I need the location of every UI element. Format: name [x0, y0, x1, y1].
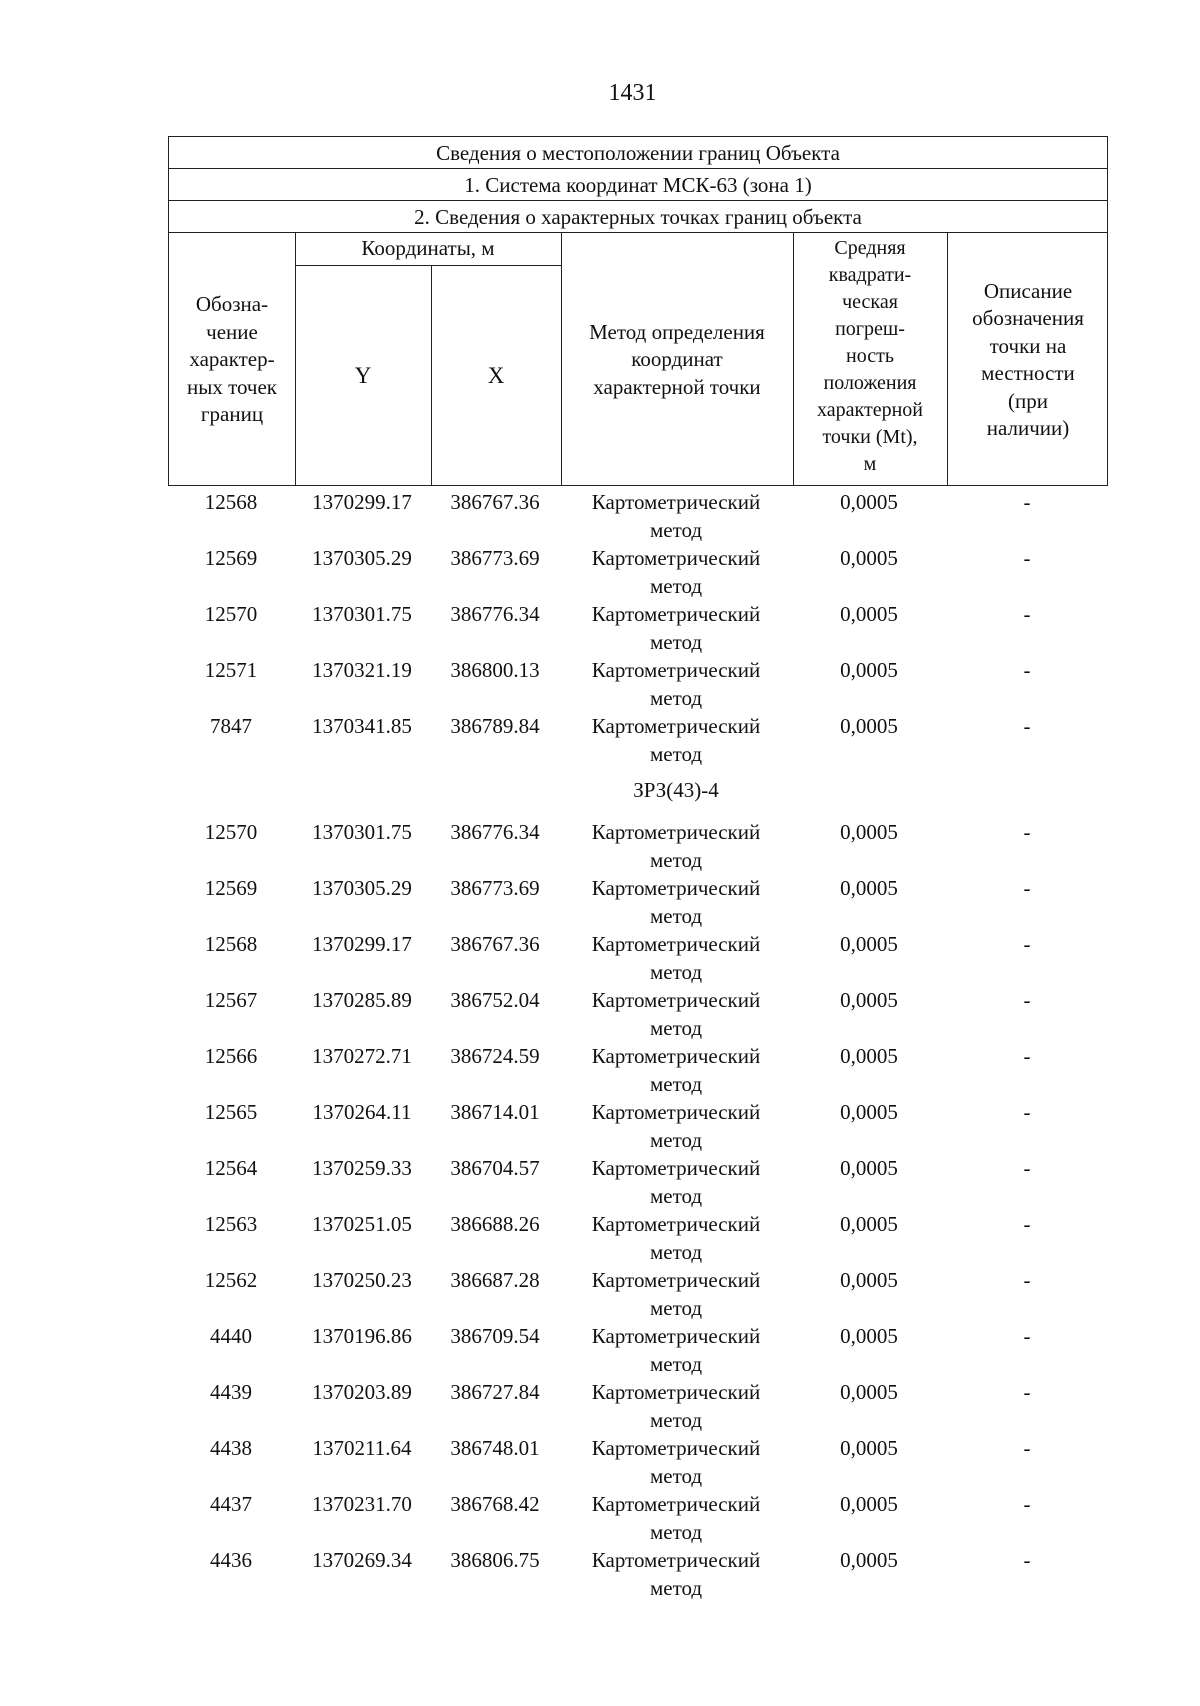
description: -: [1023, 1156, 1031, 1180]
error-value: 0,0005: [840, 1380, 898, 1404]
point-number: 4439: [210, 1380, 252, 1404]
table-row: [168, 488, 1108, 544]
description: -: [1023, 1436, 1031, 1460]
point-number: 7847: [210, 714, 252, 738]
error-value: 0,0005: [840, 1044, 898, 1068]
coord-y: 1370285.89: [312, 988, 412, 1012]
coord-x: 386768.42: [450, 1492, 540, 1516]
coord-y: 1370196.86: [312, 1324, 412, 1348]
coord-x: 386709.54: [450, 1324, 540, 1348]
method: Картометрический метод: [591, 932, 761, 984]
error-value: 0,0005: [840, 490, 898, 514]
point-number: 12564: [204, 1156, 258, 1180]
error-value: 0,0005: [840, 1492, 898, 1516]
description: -: [1023, 658, 1031, 682]
point-number: 4438: [210, 1436, 252, 1460]
table-row: [168, 1546, 1108, 1602]
coord-y: 1370301.75: [312, 602, 412, 626]
method: Картометрический метод: [591, 1268, 761, 1320]
description: -: [1023, 714, 1031, 738]
error-value: 0,0005: [840, 876, 898, 900]
coord-x: 386752.04: [450, 988, 540, 1012]
method: Картометрический метод: [591, 1212, 761, 1264]
error-value: 0,0005: [840, 1436, 898, 1460]
section-label: ЗРЗ(43)-4: [633, 778, 719, 802]
method: Картометрический метод: [591, 658, 761, 710]
coord-x: 386688.26: [450, 1212, 540, 1236]
error-value: 0,0005: [840, 1100, 898, 1124]
description: -: [1023, 1212, 1031, 1236]
coord-x: 386767.36: [450, 932, 540, 956]
description: -: [1023, 1380, 1031, 1404]
description: -: [1023, 820, 1031, 844]
table-row: [168, 1266, 1108, 1322]
error-value: 0,0005: [840, 1548, 898, 1572]
table-title: Сведения о местоположении границ Объекта: [169, 137, 1107, 169]
coord-x: 386800.13: [450, 658, 540, 682]
coord-x: 386727.84: [450, 1380, 540, 1404]
error-value: 0,0005: [840, 820, 898, 844]
error-value: 0,0005: [840, 658, 898, 682]
table-row: [168, 656, 1108, 712]
method: Картометрический метод: [591, 546, 761, 598]
method: Картометрический метод: [591, 490, 761, 542]
coord-x: 386687.28: [450, 1268, 540, 1292]
coord-y: 1370305.29: [312, 546, 412, 570]
error-value: 0,0005: [840, 714, 898, 738]
coord-x: 386773.69: [450, 876, 540, 900]
table-row: [168, 1154, 1108, 1210]
coord-x: 386704.57: [450, 1156, 540, 1180]
method: Картометрический метод: [591, 1324, 761, 1376]
error-value: 0,0005: [840, 988, 898, 1012]
point-number: 12566: [204, 1044, 258, 1068]
method: Картометрический метод: [591, 1044, 761, 1096]
method: Картометрический метод: [591, 988, 761, 1040]
coord-x: 386748.01: [450, 1436, 540, 1460]
coord-x: 386776.34: [450, 602, 540, 626]
coord-x: 386806.75: [450, 1548, 540, 1572]
description: -: [1023, 1492, 1031, 1516]
error-value: 0,0005: [840, 1212, 898, 1236]
error-value: 0,0005: [840, 1156, 898, 1180]
table-row: [168, 1042, 1108, 1098]
description: -: [1023, 1044, 1031, 1068]
coord-y: 1370301.75: [312, 820, 412, 844]
coord-y: 1370272.71: [312, 1044, 412, 1068]
header-coordinates: Координаты, м: [361, 236, 495, 261]
description: -: [1023, 1548, 1031, 1572]
coord-y: 1370231.70: [312, 1492, 412, 1516]
coord-y: 1370203.89: [312, 1380, 412, 1404]
coord-y: 1370251.05: [312, 1212, 412, 1236]
coord-y: 1370264.11: [312, 1100, 412, 1124]
error-value: 0,0005: [840, 1268, 898, 1292]
method: Картометрический метод: [591, 1436, 761, 1488]
table-row: [168, 818, 1108, 874]
table-row: [168, 1322, 1108, 1378]
coord-y: 1370305.29: [312, 876, 412, 900]
error-value: 0,0005: [840, 932, 898, 956]
error-value: 0,0005: [840, 602, 898, 626]
point-number: 12571: [204, 658, 258, 682]
description: -: [1023, 1100, 1031, 1124]
method: Картометрический метод: [591, 1380, 761, 1432]
method: Картометрический метод: [591, 1156, 761, 1208]
point-number: 12563: [204, 1212, 258, 1236]
description: -: [1023, 932, 1031, 956]
method: Картометрический метод: [591, 1100, 761, 1152]
header-method: Метод определения координат характерной точки: [589, 319, 765, 399]
coord-y: 1370250.23: [312, 1268, 412, 1292]
header-error: Средняя квадрати- ческая погреш- ность положения характерной точки (Mt), м: [817, 237, 923, 475]
coord-x: 386767.36: [450, 490, 540, 514]
point-number: 12568: [204, 490, 258, 514]
page-number: 1431: [608, 80, 657, 106]
table-row: [168, 986, 1108, 1042]
table-header: [168, 136, 1108, 486]
point-number: 12570: [204, 602, 258, 626]
point-number: 12565: [204, 1100, 258, 1124]
coord-y: 1370341.85: [312, 714, 412, 738]
table-row: [168, 1210, 1108, 1266]
header-description: Описание обозначения точки на местности (при наличии): [972, 278, 1084, 440]
table-row: [168, 1378, 1108, 1434]
point-number: 12568: [204, 932, 258, 956]
error-value: 0,0005: [840, 1324, 898, 1348]
description: -: [1023, 988, 1031, 1012]
table-row: [168, 712, 1108, 768]
table-row: [168, 874, 1108, 930]
point-number: 12567: [204, 988, 258, 1012]
coord-y: 1370299.17: [312, 932, 412, 956]
method: Картометрический метод: [591, 876, 761, 928]
error-value: 0,0005: [840, 546, 898, 570]
table-row: [168, 1098, 1108, 1154]
header-x: X: [487, 363, 505, 389]
header-y: Y: [354, 363, 372, 389]
header-designation: Обозна- чение характер- ных точек границ: [186, 292, 278, 427]
point-number: 4437: [210, 1492, 252, 1516]
point-number: 12570: [204, 820, 258, 844]
table-row: [168, 1434, 1108, 1490]
method: Картометрический метод: [591, 1548, 761, 1600]
coord-y: 1370259.33: [312, 1156, 412, 1180]
coord-x: 386724.59: [450, 1044, 540, 1068]
description: -: [1023, 1268, 1031, 1292]
description: -: [1023, 1324, 1031, 1348]
description: -: [1023, 546, 1031, 570]
point-number: 12569: [204, 546, 258, 570]
point-number: 4436: [210, 1548, 252, 1572]
description: -: [1023, 876, 1031, 900]
coord-x: 386776.34: [450, 820, 540, 844]
description: -: [1023, 602, 1031, 626]
coord-x: 386789.84: [450, 714, 540, 738]
point-number: 12562: [204, 1268, 258, 1292]
method: Картометрический метод: [591, 820, 761, 872]
description: -: [1023, 490, 1031, 514]
table-row: [168, 600, 1108, 656]
coord-y: 1370299.17: [312, 490, 412, 514]
coordinate-system: 1. Система координат МСК-63 (зона 1): [169, 169, 1107, 201]
coord-x: 386714.01: [450, 1100, 540, 1124]
coord-y: 1370211.64: [312, 1436, 412, 1460]
table-row: [168, 544, 1108, 600]
method: Картометрический метод: [591, 602, 761, 654]
section-heading: 2. Сведения о характерных точках границ объекта: [169, 201, 1107, 233]
coord-x: 386773.69: [450, 546, 540, 570]
coord-y: 1370269.34: [312, 1548, 412, 1572]
point-number: 12569: [204, 876, 258, 900]
point-number: 4440: [210, 1324, 252, 1348]
table-row: [168, 930, 1108, 986]
method: Картометрический метод: [591, 1492, 761, 1544]
method: Картометрический метод: [591, 714, 761, 766]
table-row: [168, 1490, 1108, 1546]
coord-y: 1370321.19: [312, 658, 412, 682]
